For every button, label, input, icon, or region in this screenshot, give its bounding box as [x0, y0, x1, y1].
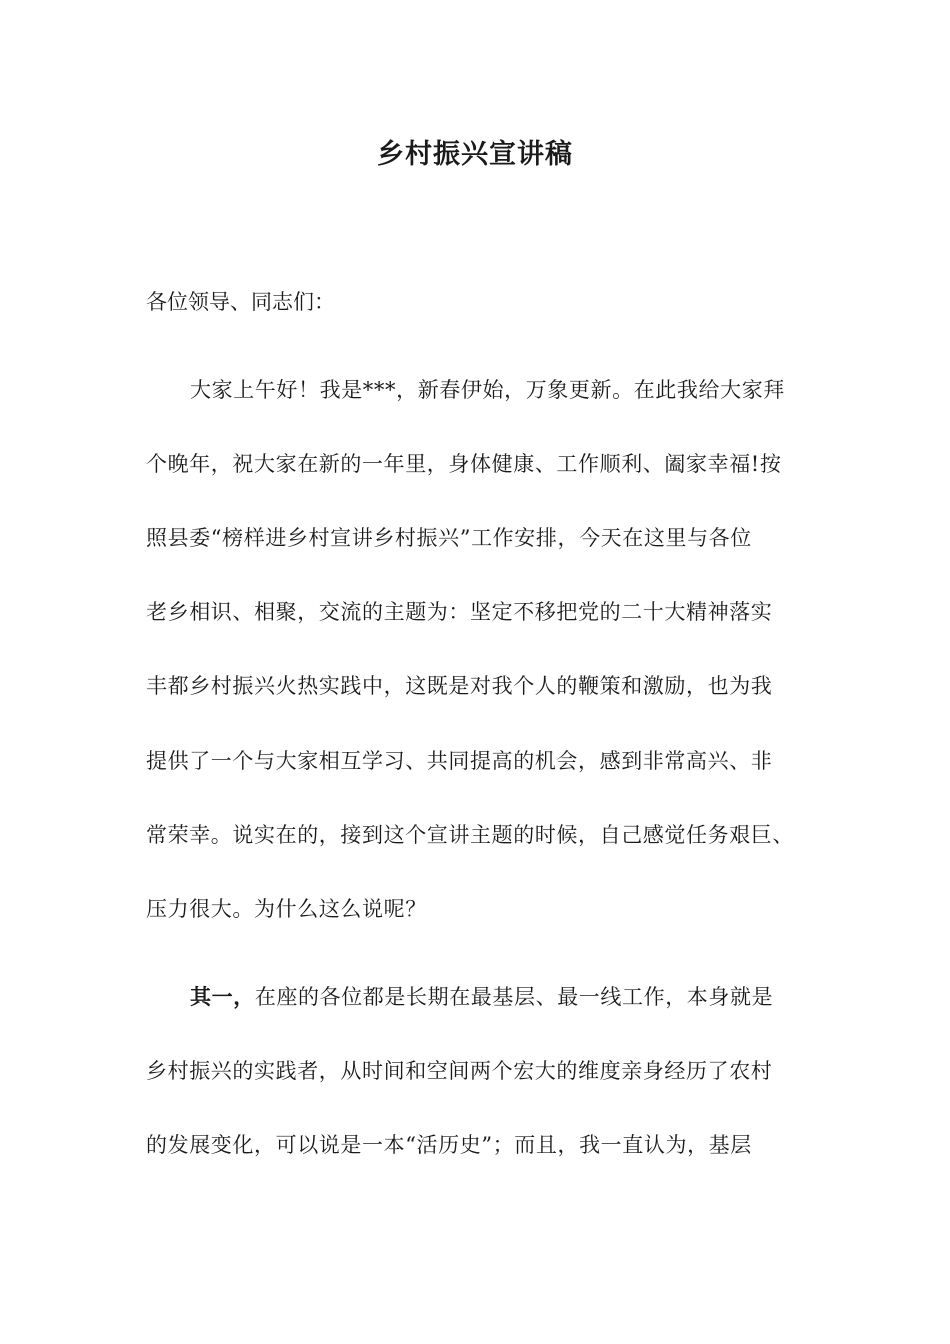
- paragraph-lead: 其一，: [190, 985, 255, 1009]
- paragraph-line: 的发展变化，可以说是一本“活历史”；而且，我一直认为，基层: [146, 1133, 752, 1157]
- paragraph-line: 乡村振兴的实践者，从时间和空间两个宏大的维度亲身经历了农村: [146, 1059, 773, 1083]
- paragraph-line: 照县委“榜样进乡村宣讲乡村振兴”工作安排，今天在这里与各位: [146, 526, 752, 550]
- document-title: 乡村振兴宣讲稿: [377, 139, 573, 170]
- paragraph-line: 压力很大。为什么这么说呢？: [146, 897, 427, 921]
- salutation: 各位领导、同志们：: [146, 290, 335, 314]
- paragraph-text: 在座的各位都是长期在最基层、最一线工作，本身就是: [254, 985, 774, 1009]
- paragraph-line: 老乡相识、相聚，交流的主题为：坚定不移把党的二十大精神落实: [146, 600, 773, 624]
- paragraph-line: 丰都乡村振兴火热实践中，这既是对我个人的鞭策和激励，也为我: [146, 674, 773, 698]
- paragraph-line: 常荣幸。说实在的，接到这个宣讲主题的时候，自己感觉任务艰巨、: [146, 823, 794, 847]
- paragraph-line: 大家上午好！我是***，新春伊始，万象更新。在此我给大家拜: [190, 378, 785, 402]
- paragraph-line: 个晚年，祝大家在新的一年里，身体健康、工作顺利、阖家幸福!按: [146, 452, 782, 476]
- paragraph-line: [190, 981, 773, 1011]
- paragraph-line: 提供了一个与大家相互学习、共同提高的机会，感到非常高兴、非: [146, 749, 773, 773]
